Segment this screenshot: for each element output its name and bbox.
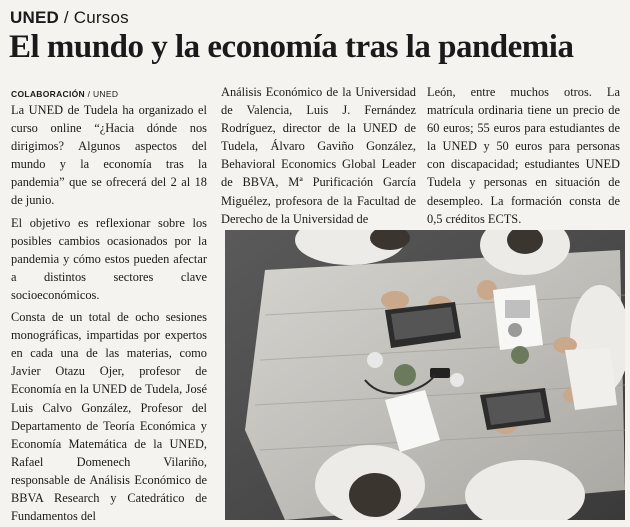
article-paragraph-4: Análisis Económico de la Universidad de Valencia, Luis J. Fernández Rodríguez, director de la UNED de Tudela, Álvaro Gaviño González, Behavioral Economics Global Leader de BBVA, Mª Purificación García Miguélez, profesora de la Facultad de Derecho de la Universidad de [221,85,416,226]
article-column-3 [427,83,620,228]
kicker-separator: / [84,89,93,99]
meeting-photo [225,230,625,520]
article-paragraph-3: Consta de un total de ocho sesiones monográficas, impartidas por expertos en cada una de las materias, como Javier Otazu Ojer, profesor de Economía en la UNED de Tudela, José Luis Calvo González, Profesor del Departamento de Teoría Económica y Economía Matemática de la UNED, Rafael Domenech Vilariño, responsable de Análisis Económico de BBVA Research y Catedrático de Fundamentos del [11,310,207,524]
section-separator: / [58,8,74,27]
article-paragraph-5: León, entre muchos otros. La matrícula ordinaria tiene un precio de 60 euros; 55 euros para estudiantes de la UNED y 50 euros para personas con discapacidad; estudiantes UNED Tudela y personas en situación de desempleo. La formación consta de 0,5 créditos ECTS. [427,85,620,226]
article-paragraph-1: La UNED de Tudela ha organizado el curso online “¿Hacia dónde nos dirigimos? Algunos aspectos del mundo y la economía tras la pandemia” que se ofrecerá del 2 al 18 de junio. [11,103,207,208]
kicker [11,88,207,100]
section-name: Cursos [73,8,129,27]
section-org: UNED [10,8,59,27]
kicker-label: COLABORACIÓN [11,89,85,99]
article-column-1 [11,88,207,525]
meeting-photo-illustration [225,230,625,520]
article-paragraph-2: El objetivo es reflexionar sobre los posibles cambios ocasionados por la pandemia y cómo estos pueden afectar a distintos sectores clave socioeconómicos. [11,215,207,302]
section-tag [10,8,129,28]
kicker-source: UNED [92,89,119,99]
headline: El mundo y la economía tras la pandemia [9,29,574,65]
article-column-2 [221,83,416,228]
